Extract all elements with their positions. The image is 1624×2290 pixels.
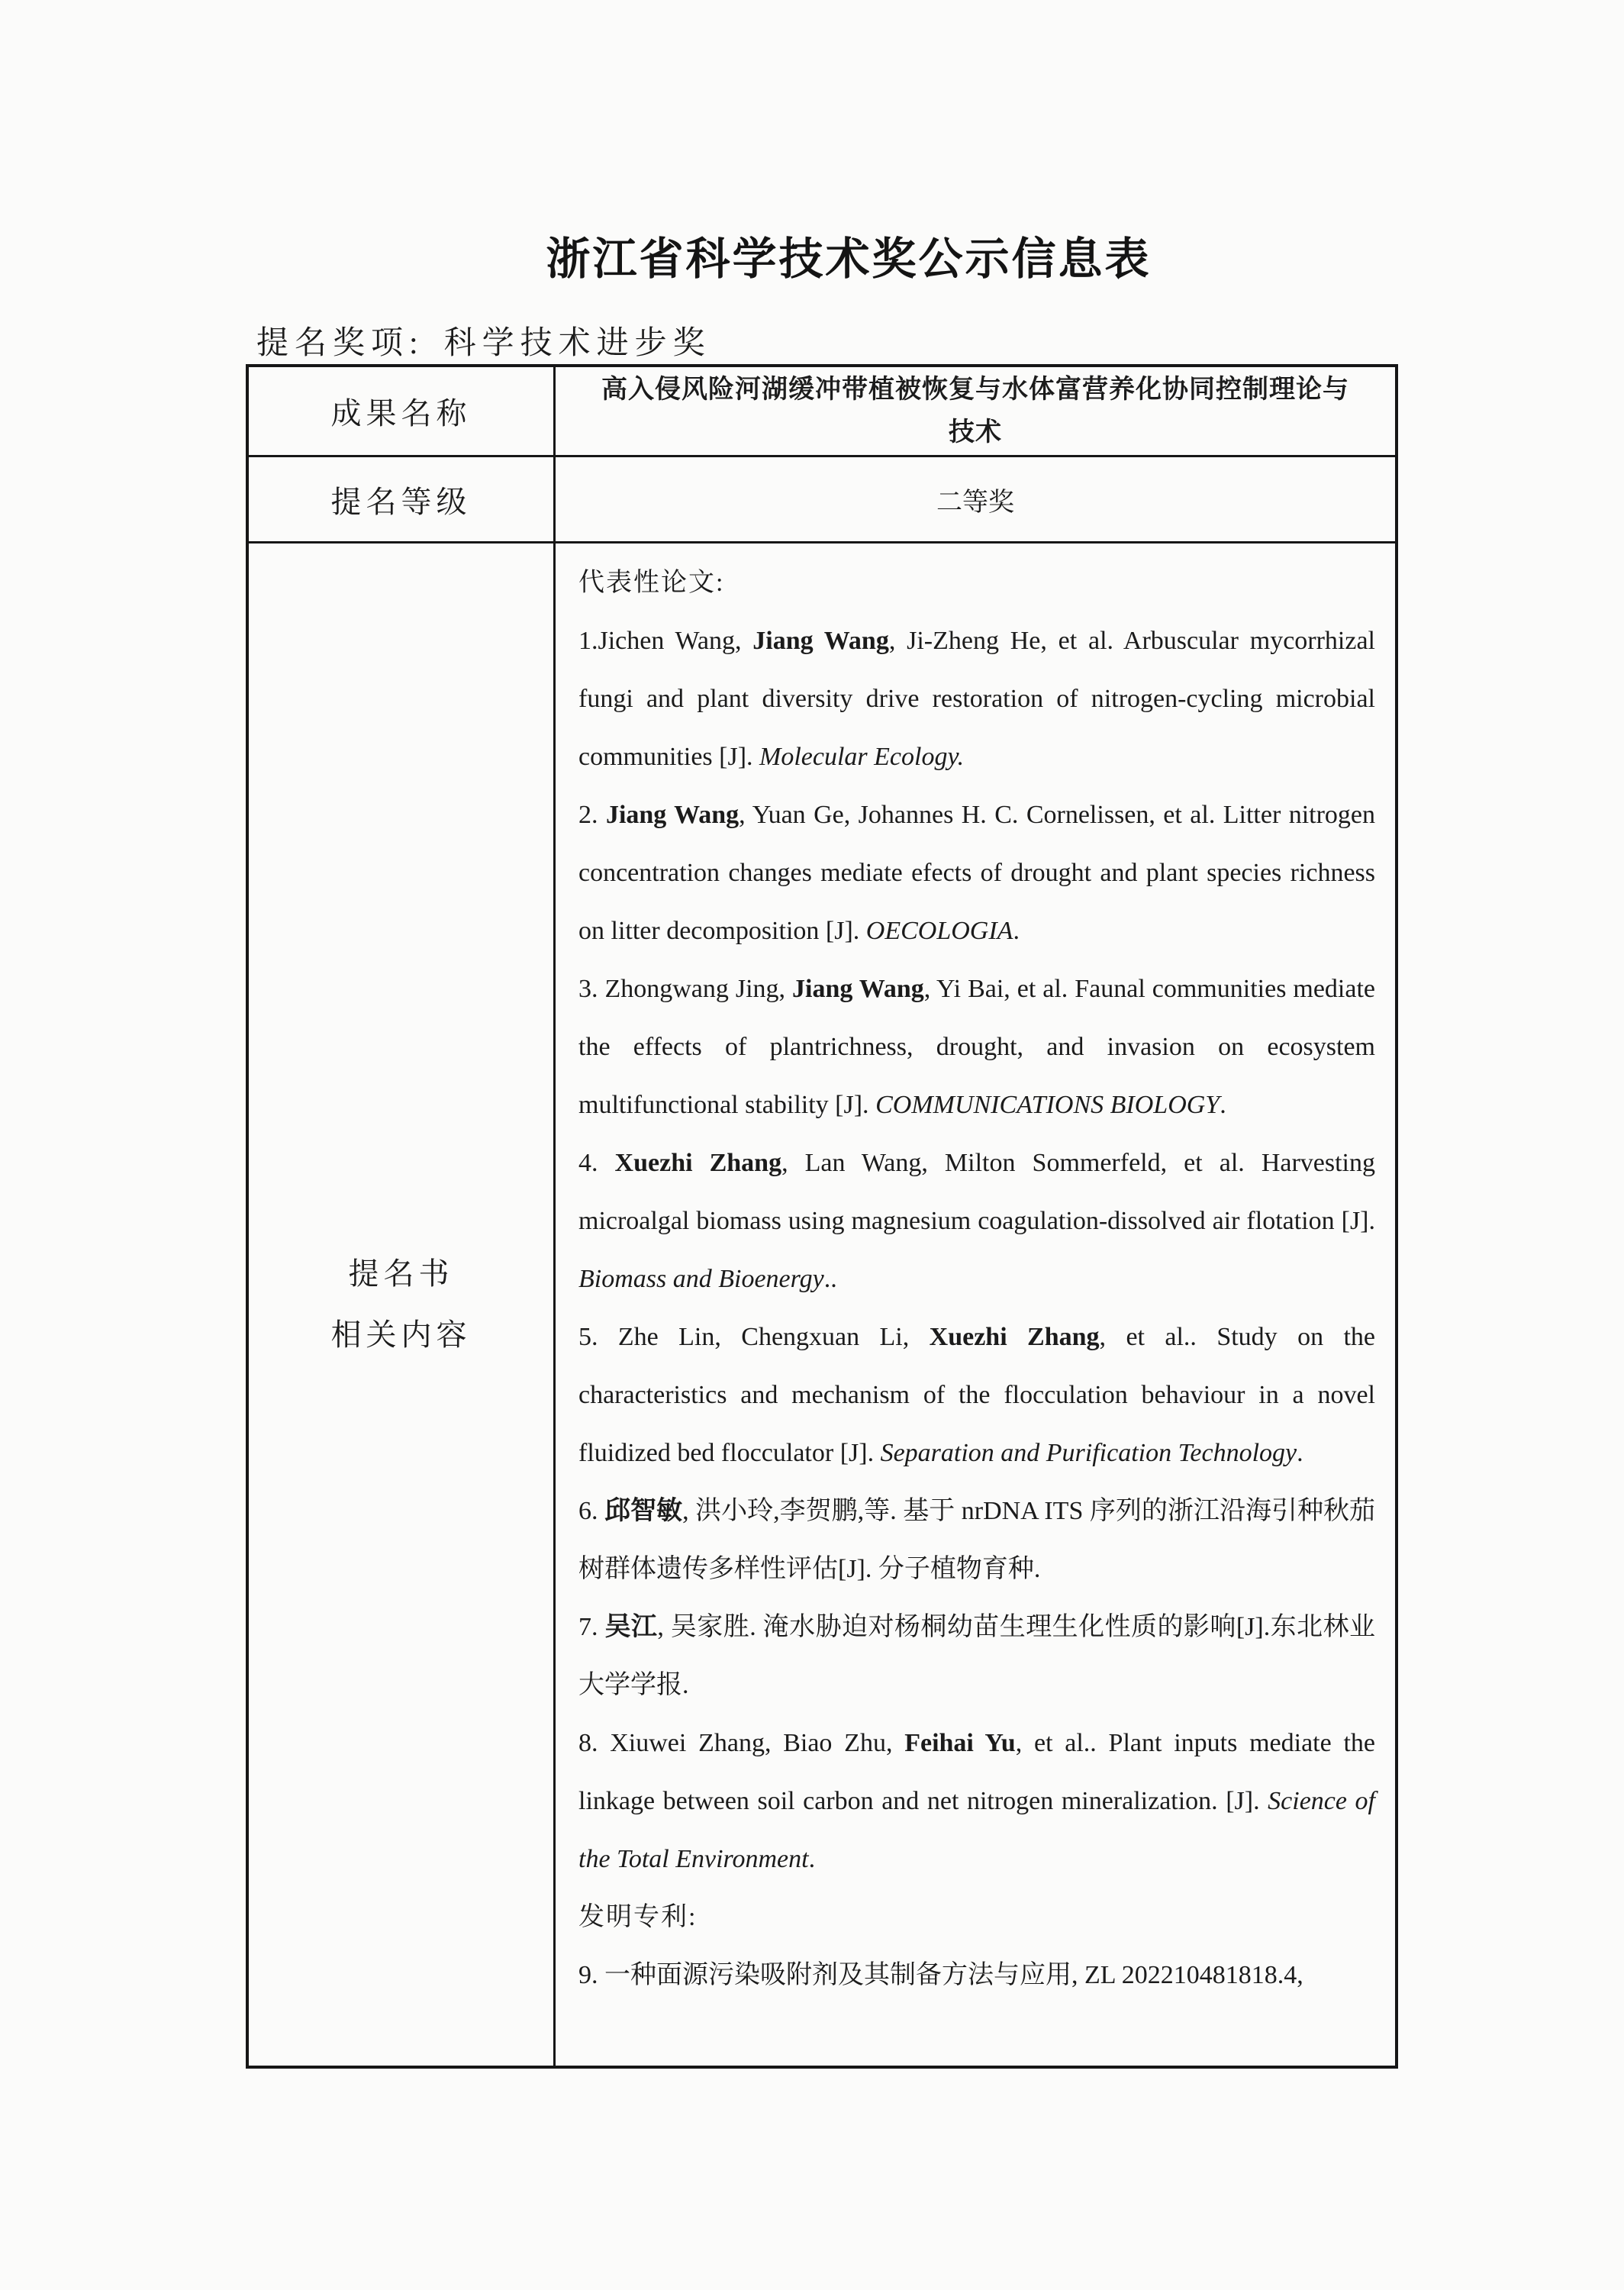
- nomination-line: [256, 318, 711, 363]
- nomination-grade-label: 提名等级: [249, 455, 556, 541]
- paper-item: 4. Xuezhi Zhang, Lan Wang, Milton Sommerfeld, et al. Harvesting microalgal biomass using magnesium coagulation-dissolved air flotation [J]. Biomass and Bioenergy..: [578, 1149, 1376, 1293]
- related-content-label: [249, 541, 556, 2066]
- document-title: 浙江省科学技术奖公示信息表: [546, 234, 1152, 284]
- nomination-value: 科学技术进步奖: [443, 326, 711, 361]
- paper-item: 8. Xiuwei Zhang, Biao Zhu, Feihai Yu, et al.. Plant inputs mediate the linkage between soil carbon and net nitrogen mineralization. [J]. Science of the Total Environment.: [578, 1729, 1375, 1873]
- nomination-grade-value: 二等奖: [556, 455, 1395, 541]
- section-heading: 发明专利:: [578, 1903, 698, 1931]
- nomination-label: 提名奖项:: [256, 326, 424, 361]
- paper-item: 9. 一种面源污染吸附剂及其制备方法与应用, ZL 202210481818.4,: [578, 1961, 1303, 1989]
- paper-item: 3. Zhongwang Jing, Jiang Wang, Yi Bai, et al. Faunal communities mediate the effects of plantrichness, drought, and invasion on ecosystem multifunctional stability [J]. COMMUNICATIONS BIOLOGY.: [578, 975, 1376, 1119]
- related-content-label-line2: 相关内容: [330, 1318, 472, 1352]
- paper-item: 7. 吴江, 吴家胜. 淹水胁迫对杨桐幼苗生理生化性质的影响[J].东北林业大学学报.: [578, 1613, 1376, 1699]
- related-content-label-line1: 提名书: [348, 1256, 454, 1291]
- award-info-table: [246, 364, 1398, 2069]
- related-content-body: [556, 541, 1395, 2066]
- section-heading: 代表性论文:: [578, 569, 725, 597]
- paper-item: 5. Zhe Lin, Chengxuan Li, Xuezhi Zhang, et al.. Study on the characteristics and mechanism of the flocculation behaviour in a novel fluidized bed flocculator [J]. Separation and Purification Technology.: [578, 1323, 1376, 1467]
- paper-item: 1.Jichen Wang, Jiang Wang, Ji-Zheng He, et al. Arbuscular mycorrhizal fungi and plant diversity drive restoration of nitrogen-cycling microbial communities [J]. Molecular Ecology.: [578, 627, 1375, 771]
- paper-item: 2. Jiang Wang, Yuan Ge, Johannes H. C. Cornelissen, et al. Litter nitrogen concentration changes mediate efects of drought and plant species richness on litter decomposition [J]. OECOLOGIA.: [578, 801, 1375, 945]
- result-name-value: 高入侵风险河湖缓冲带植被恢复与水体富营养化协同控制理论与技术: [601, 375, 1349, 447]
- paper-item: 6. 邱智敏, 洪小玲,李贺鹏,等. 基于 nrDNA ITS 序列的浙江沿海引种秋茄树群体遗传多样性评估[J]. 分子植物育种.: [578, 1497, 1376, 1583]
- result-name-label: 成果名称: [249, 367, 556, 455]
